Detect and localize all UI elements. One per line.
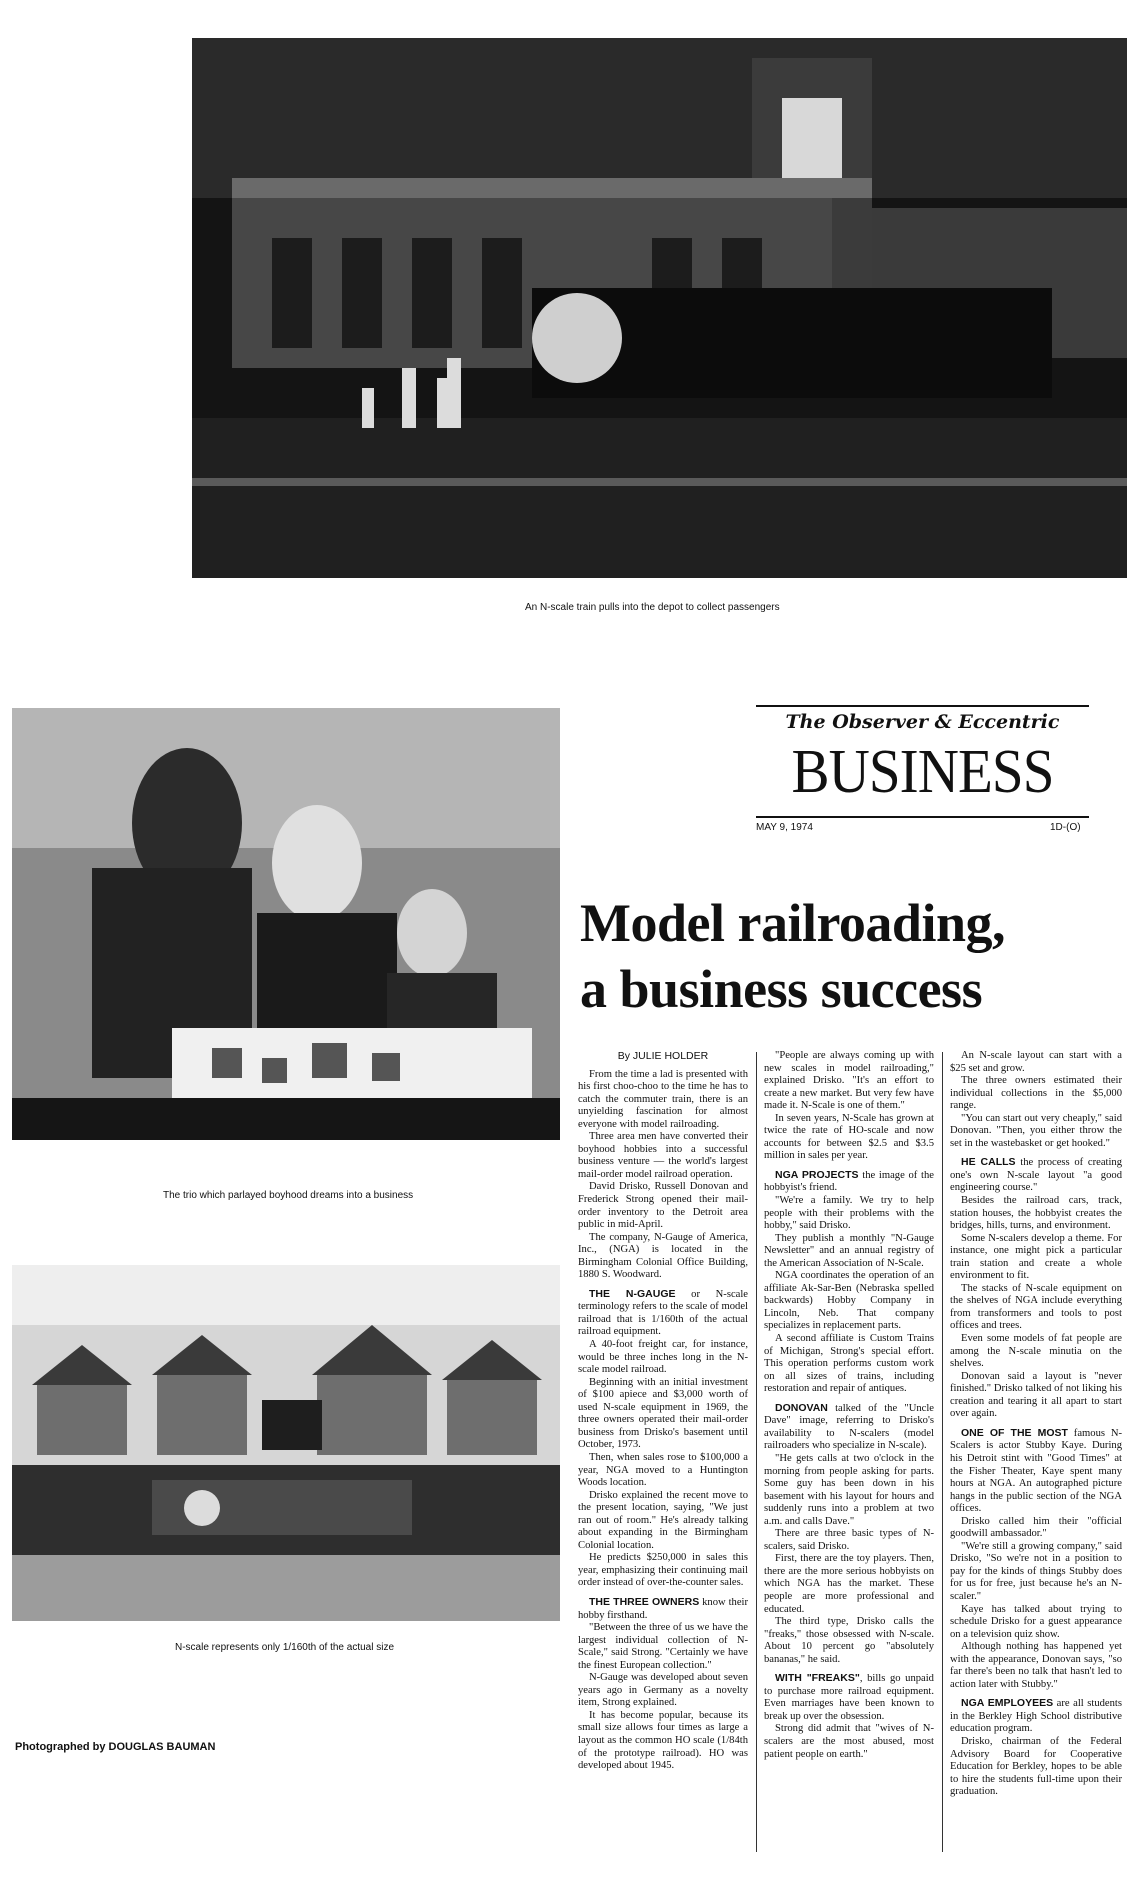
article-paragraph <box>764 1169 934 1195</box>
article-paragraph <box>764 1616 934 1666</box>
paragraph-text: The company, N-Gauge of America, Inc., (NGA) is located in the Birmingham Colonial Office Building, 1880 S. Woodward. <box>578 1231 748 1281</box>
paragraph-text: the image of the hobbyist's friend. <box>764 1169 934 1194</box>
paragraph-lead-in: NGA EMPLOYEES <box>961 1697 1054 1710</box>
section-masthead <box>756 705 1089 818</box>
paragraph-text: The third type, Drisko calls the "freaks," those obsessed with N-scale. About 10 percent go "absolutely bananas," he said. <box>764 1616 934 1665</box>
trio-caption: The trio which parlayed boyhood dreams into a business <box>163 1190 414 1201</box>
article-paragraph <box>950 1516 1122 1541</box>
paragraph-text: In seven years, N-Scale has grown at twice the rate of HO-scale and now accounts for between $2.5 and $3.5 million in sales per year. <box>764 1112 934 1162</box>
paragraph-text: It has become popular, because its small size allows four times as large a layout as the common HO scale (1/84th of the prototype railroad). HO was developed about 1945. <box>578 1709 748 1772</box>
paragraph-text: NGA coordinates the operation of an affiliate Ak-Sar-Ben (Nebraska spelled backwards) Hobby Company in Lincoln, Neb. That company specializes in replacement parts. <box>764 1270 934 1332</box>
paragraph-text: "You can start out very cheaply," said Donovan. "Then, you either throw the set in the wastebasket or get hooked." <box>950 1112 1122 1149</box>
article-paragraph <box>578 1622 748 1672</box>
article-paragraph <box>578 1452 748 1490</box>
train-depot-illustration <box>192 38 1127 578</box>
paragraph-lead-in: NGA PROJECTS <box>775 1168 859 1181</box>
paragraph-lead-in: THE THREE OWNERS <box>589 1595 700 1608</box>
article-paragraph <box>764 1672 934 1723</box>
paragraph-text: are all students in the Berkley High School distributive education program. <box>950 1698 1122 1735</box>
paragraph-text: The stacks of N-scale equipment on the shelves of NGA include everything from transformers and tools to post offices and trees. <box>950 1282 1122 1332</box>
trio-photo <box>12 708 560 1140</box>
paragraph-text: Although nothing has happened yet with the appearance, Donovan says, "so far there's been no talk that hasn't led to action later with Stubby." <box>950 1641 1122 1690</box>
article-paragraph <box>950 1371 1122 1421</box>
paragraph-text: Drisko called him their "official goodwill ambassador." <box>950 1515 1122 1540</box>
article-paragraph <box>578 1288 748 1339</box>
article-paragraph <box>950 1050 1122 1075</box>
paragraph-text: famous N-Scalers is actor Stubby Kaye. During his Detroit stint with "Good Times" at the Fisher Theater, Kaye spent many hours at NGA. An autographed picture hangs in the public section of the NGA offices. <box>950 1427 1122 1515</box>
article-paragraph <box>578 1596 748 1622</box>
village-photo <box>12 1265 560 1621</box>
column-rule <box>942 1052 943 1852</box>
paragraph-text: Drisko explained the recent move to the present location, saying, "We just ran out of room." He's already talking about expanding in the Birmingham Colonial location. <box>578 1489 748 1551</box>
village-caption: N-scale represents only 1/160th of the actual size <box>175 1642 395 1653</box>
article-paragraph <box>950 1283 1122 1333</box>
photo-credit: Photographed by DOUGLAS BAUMAN <box>15 1741 216 1753</box>
paragraph-text: David Drisko, Russell Donovan and Frederick Strong opened their mail-order inventory to the Detroit area public in mid-April. <box>578 1181 748 1231</box>
paragraph-text: The three owners estimated their individual collections in the $5,000 range. <box>950 1075 1122 1112</box>
article-paragraph <box>578 1181 748 1231</box>
paragraph-lead-in: DONOVAN <box>775 1401 828 1414</box>
byline: By JULIE HOLDER <box>617 1050 709 1062</box>
paragraph-text: A second affiliate is Custom Trains of Michigan, Strong's special effort. This operation performs custom work on all sizes of trains, including restoration and repair of antiques. <box>764 1333 934 1395</box>
headline-line-1: Model railroading, <box>580 893 1006 953</box>
paragraph-lead-in: ONE OF THE MOST <box>961 1426 1068 1439</box>
paragraph-text: "He gets calls at two o'clock in the morning from people asking for parts. Some guy has been down in his basement with his layout for hours and suddenly runs into a problem at two a.m. and calls Dave." <box>764 1452 934 1527</box>
article-paragraph <box>764 1528 934 1553</box>
paragraph-text: "Between the three of us we have the largest individual collection of N-Scale," said Strong. "Certainly we have the finest European collection." <box>578 1622 748 1671</box>
paragraph-text: Then, when sales rose to $100,000 a year, NGA moved to a Huntington Woods location. <box>578 1451 748 1489</box>
article-paragraph <box>764 1233 934 1271</box>
trio-illustration <box>12 708 560 1140</box>
paragraph-text: Drisko, chairman of the Federal Advisory Board for Cooperative Education for Berkley, hopes to be able to hire the students full-time upon their graduation. <box>950 1735 1122 1798</box>
article-paragraph <box>578 1131 748 1181</box>
paragraph-lead-in: HE CALLS <box>961 1156 1016 1169</box>
article-paragraph <box>578 1232 748 1282</box>
article-paragraph <box>950 1233 1122 1283</box>
article-column-1 <box>578 1050 748 1773</box>
paragraph-text: N-Gauge was developed about seven years ago in Germany as a novelty item, Strong explained. <box>578 1672 748 1709</box>
article-paragraph <box>764 1113 934 1163</box>
article-paragraph <box>578 1490 748 1553</box>
article-paragraph <box>764 1050 934 1113</box>
article-paragraph <box>950 1075 1122 1113</box>
paragraph-text: From the time a lad is presented with his first choo-choo to the time he has to catch the commuter train, there is an unyielding fascination for almost everyone with model railroading. <box>578 1068 748 1130</box>
article-paragraph <box>764 1270 934 1333</box>
paragraph-text: A 40-foot freight car, for instance, would be three inches long in the N-scale model railroad. <box>578 1339 748 1376</box>
article-column-3 <box>950 1050 1122 1799</box>
article-paragraph <box>578 1339 748 1377</box>
section-title: BUSINESS <box>791 738 1054 806</box>
article-paragraph <box>950 1427 1122 1516</box>
article-paragraph <box>578 1377 748 1452</box>
article-paragraph <box>578 1552 748 1590</box>
paragraph-text: Three area men have converted their boyhood hobbies into a successful business venture — the world's largest mail-order model railroad operation. <box>578 1131 748 1180</box>
article-paragraph <box>578 1710 748 1773</box>
paragraph-text: Even some models of fat people are among the N-scale minutia on the shelves. <box>950 1333 1122 1370</box>
train-depot-photo <box>192 38 1127 578</box>
paragraph-text: talked of the "Uncle Dave" image, referring to Drisko's availability to N-scalers (model railroaders who specialize in N-scale). <box>764 1402 934 1452</box>
paragraph-text: He predicts $250,000 in sales this year, emphasizing their continuing mail order instead of over-the-counter sales. <box>578 1552 748 1589</box>
paragraph-lead-in: WITH "FREAKS" <box>775 1672 860 1685</box>
article-paragraph <box>764 1402 934 1453</box>
article-paragraph <box>578 1672 748 1710</box>
paragraph-text: They publish a monthly "N-Gauge Newsletter" and an annual registry of the American Association of N-Scale. <box>764 1232 934 1269</box>
article-paragraph <box>764 1333 934 1396</box>
article-paragraph <box>950 1641 1122 1691</box>
article-paragraph <box>950 1156 1122 1195</box>
paper-name: The Observer & Eccentric <box>785 711 1060 733</box>
paragraph-text: Kaye has talked about trying to schedule Drisko for a guest appearance on a television quiz show. <box>950 1603 1122 1640</box>
issue-date: MAY 9, 1974 <box>756 822 813 833</box>
headline-line-2: a business success <box>580 959 983 1019</box>
article-paragraph <box>578 1069 748 1132</box>
paragraph-text: , bills go unpaid to purchase more railroad equipment. Even marriages have been known to break up over the obsession. <box>764 1673 934 1722</box>
article-paragraph <box>950 1113 1122 1151</box>
paragraph-text: There are three basic types of N-scalers, said Drisko. <box>764 1528 934 1552</box>
article-paragraph <box>950 1736 1122 1799</box>
article-paragraph <box>950 1195 1122 1233</box>
article-headline <box>580 890 1100 1022</box>
article-paragraph <box>764 1195 934 1233</box>
paragraph-text: First, there are the toy players. Then, there are the more serious hobbyists on which NGA has the market. These people are more professional and educated. <box>764 1553 934 1615</box>
paragraph-text: An N-scale layout can start with a $25 set and grow. <box>950 1050 1122 1074</box>
paragraph-text: "We're a family. We try to help people with their problems with the hobby," said Drisko. <box>764 1195 934 1232</box>
paragraph-lead-in: THE N-GAUGE <box>589 1287 676 1300</box>
paragraph-text: Some N-scalers develop a theme. For instance, one might pick a particular train station and create a whole environment to fit. <box>950 1232 1122 1282</box>
village-illustration <box>12 1265 560 1621</box>
paragraph-text: "We're still a growing company," said Drisko, "So we're not in a position to pay for the kinds of things Stubby does for us for free, just because he's an N-scaler." <box>950 1540 1122 1602</box>
page-number: 1D-(O) <box>1050 822 1081 833</box>
paragraph-text: Strong did admit that "wives of N-scalers are the most abused, most patient people on earth." <box>764 1723 934 1760</box>
column-rule <box>756 1052 757 1852</box>
article-paragraph <box>764 1723 934 1761</box>
train-depot-caption: An N-scale train pulls into the depot to collect passengers <box>525 602 780 613</box>
paragraph-text: or N-scale terminology refers to the scale of model railroad that is 1/160th of the actual railroad equipment. <box>578 1288 748 1338</box>
article-paragraph <box>950 1604 1122 1642</box>
article-paragraph <box>950 1697 1122 1736</box>
paragraph-text: "People are always coming up with new scales in model railroading," explained Drisko. "It's an effort to create a new market. But very few have made it. N-Scale is one of them." <box>764 1050 934 1112</box>
article-column-2 <box>764 1050 934 1761</box>
article-paragraph <box>764 1453 934 1528</box>
article-paragraph <box>950 1541 1122 1604</box>
article-paragraph <box>950 1333 1122 1371</box>
paragraph-text: the process of creating one's own N-scale layout "a good engineering course." <box>950 1157 1123 1194</box>
paragraph-text: know their hobby firsthand. <box>578 1596 748 1621</box>
article-paragraph <box>764 1553 934 1616</box>
paragraph-text: Beginning with an initial investment of $100 apiece and $3,000 worth of used N-scale equipment in 1969, the three owners operated their mail-order business from Drisko's basement until October, 1973. <box>578 1376 748 1451</box>
paragraph-text: Besides the railroad cars, track, station houses, the hobbyist creates the bridges, hills, turns, and environment. <box>950 1195 1122 1232</box>
paragraph-text: Donovan said a layout is "never finished." Drisko talked of not liking his creation and tearing it all apart to start over again. <box>950 1370 1122 1420</box>
